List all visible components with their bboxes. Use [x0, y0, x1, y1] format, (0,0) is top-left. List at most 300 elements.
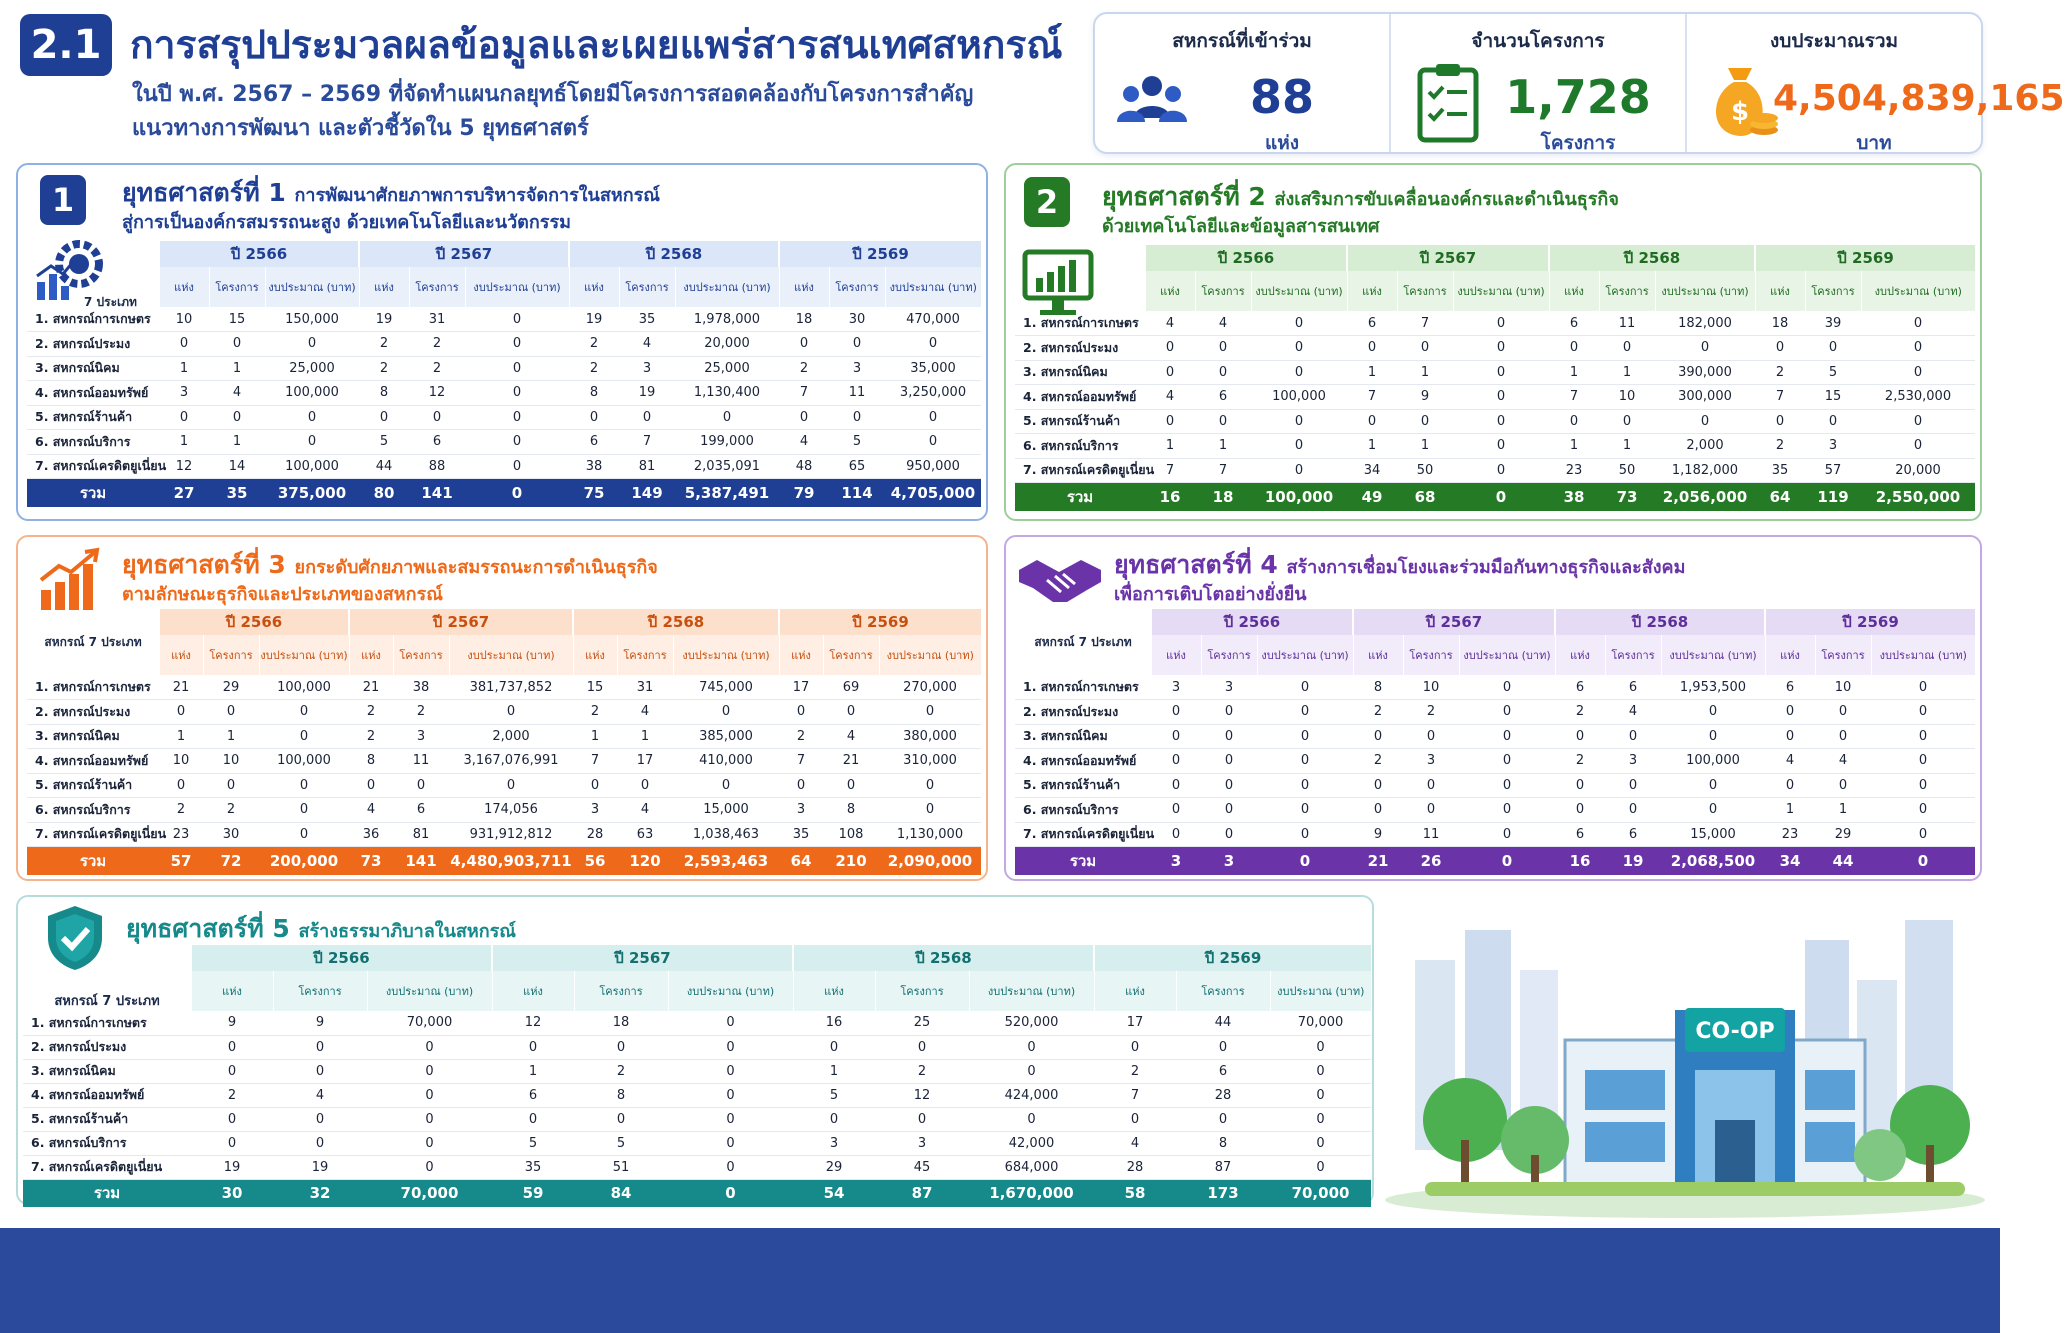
table-cell: 0 [465, 307, 569, 332]
table-cell: 0 [675, 405, 779, 430]
strategy-2-panel [1004, 163, 1982, 521]
table-cell: 3 [393, 724, 449, 749]
table-cell: 1 [1765, 798, 1815, 823]
table-cell: 0 [1151, 798, 1201, 823]
table-row [1015, 724, 1975, 749]
table-cell: 0 [1257, 798, 1353, 823]
table-cell: 0 [1599, 336, 1655, 361]
strategy-5-panel [16, 895, 1374, 1205]
strategy-title-rest: ยกระดับศักยภาพและสมรรถนะการดำเนินธุรกิจ [294, 557, 658, 578]
table-cell: 6 [1765, 675, 1815, 700]
table-cell: 3 [619, 356, 675, 381]
table-cell: 21 [823, 749, 879, 774]
table-cell: 10 [1815, 675, 1871, 700]
table-cell: 0 [367, 1059, 492, 1083]
table-cell: 0 [203, 700, 259, 725]
table-cell: 28 [1094, 1155, 1176, 1179]
col-projects: โครงการ [1599, 271, 1655, 311]
table-row [23, 1107, 1371, 1131]
table-cell: 19 [359, 307, 409, 332]
table-cell: 35 [1755, 458, 1805, 483]
table-cell: 15 [573, 675, 617, 700]
table-cell: 1 [573, 724, 617, 749]
table-cell: 1 [203, 724, 259, 749]
row-label: 4. สหกรณ์ออมทรัพย์ [23, 1083, 191, 1107]
table-cell: 0 [367, 1131, 492, 1155]
table-cell: 4 [1765, 749, 1815, 774]
summary-stats [1093, 12, 2065, 154]
table-cell: 0 [793, 1035, 875, 1059]
table-cell: 57 [1805, 458, 1861, 483]
col-projects: โครงการ [409, 267, 465, 307]
table-cell: 4 [1094, 1131, 1176, 1155]
table-cell: 1 [1145, 434, 1195, 459]
table-cell: 0 [1871, 700, 1975, 725]
table-cell: 950,000 [885, 454, 981, 479]
col-projects: โครงการ [574, 971, 668, 1011]
total-cell: 70,000 [1270, 1179, 1371, 1207]
total-row [27, 847, 981, 875]
table-cell: 0 [1861, 409, 1975, 434]
table-cell: 42,000 [969, 1131, 1094, 1155]
strategy-title [126, 909, 516, 949]
table-cell: 88 [409, 454, 465, 479]
strategy-number: 1 [40, 175, 86, 225]
table-cell: 50 [1599, 458, 1655, 483]
col-places: แห่ง [1347, 271, 1397, 311]
table-cell: 0 [265, 405, 359, 430]
table-cell: 0 [1257, 773, 1353, 798]
table-cell: 0 [465, 381, 569, 406]
table-cell: 15,000 [1661, 822, 1765, 847]
table-cell: 21 [349, 675, 393, 700]
table-cell: 1 [1599, 434, 1655, 459]
table-cell: 11 [393, 749, 449, 774]
table-cell: 0 [1459, 773, 1555, 798]
table-cell: 0 [668, 1107, 793, 1131]
stat-label: จำนวนโครงการ [1471, 30, 1605, 52]
col-budget: งบประมาณ (บาท) [885, 267, 981, 307]
table-cell: 0 [349, 773, 393, 798]
table-cell: 0 [1861, 360, 1975, 385]
table-cell: 0 [265, 332, 359, 357]
table-cell: 5 [492, 1131, 574, 1155]
total-cell: 149 [619, 479, 675, 507]
table-cell: 424,000 [969, 1083, 1094, 1107]
row-label: 2. สหกรณ์ประมง [1015, 336, 1145, 361]
table-cell: 48 [779, 454, 829, 479]
table-cell: 470,000 [885, 307, 981, 332]
table-cell: 10 [159, 749, 203, 774]
table-cell: 0 [367, 1083, 492, 1107]
table-cell: 7 [1347, 385, 1397, 410]
table-row [1015, 409, 1975, 434]
col-projects: โครงการ [1815, 635, 1871, 675]
table-cell: 0 [1453, 336, 1549, 361]
table-cell: 2 [1755, 434, 1805, 459]
table-cell: 10 [159, 307, 209, 332]
total-cell: 73 [349, 847, 393, 875]
col-projects: โครงการ [1195, 271, 1251, 311]
table-cell: 0 [1605, 798, 1661, 823]
table-cell: 1 [1195, 434, 1251, 459]
table-cell: 15 [209, 307, 265, 332]
col-budget: งบประมาณ (บาท) [1270, 971, 1371, 1011]
row-label: 6. สหกรณ์บริการ [27, 798, 159, 823]
table-cell: 0 [1459, 822, 1555, 847]
svg-text:$: $ [1730, 97, 1750, 127]
year-header: ปี 2567 [359, 241, 569, 267]
table-cell: 69 [823, 675, 879, 700]
row-label: 6. สหกรณ์บริการ [1015, 798, 1151, 823]
total-cell: 54 [793, 1179, 875, 1207]
table-cell: 0 [1661, 700, 1765, 725]
table-cell: 11 [1599, 311, 1655, 336]
table-cell: 15,000 [673, 798, 779, 823]
table-cell: 0 [1176, 1107, 1270, 1131]
table-cell: 100,000 [1661, 749, 1765, 774]
total-cell: 59 [492, 1179, 574, 1207]
table-cell: 0 [1549, 336, 1599, 361]
table-cell: 2 [1094, 1059, 1176, 1083]
section-badge: 2.1 [20, 14, 112, 76]
year-header: ปี 2569 [1094, 945, 1371, 971]
table-cell: 0 [1151, 822, 1201, 847]
table-cell: 2 [191, 1083, 273, 1107]
table-cell: 0 [1871, 749, 1975, 774]
table-cell: 0 [779, 405, 829, 430]
table-cell: 81 [393, 822, 449, 847]
col-places: แห่ง [573, 635, 617, 675]
table-cell: 0 [1661, 773, 1765, 798]
table-cell: 2 [349, 700, 393, 725]
table-row [1015, 773, 1975, 798]
table-cell: 0 [1353, 724, 1403, 749]
year-header: ปี 2569 [1755, 245, 1975, 271]
table-cell: 38 [569, 454, 619, 479]
table-cell: 2 [569, 332, 619, 357]
category-label: สหกรณ์ 7 ประเภท [27, 609, 159, 675]
table-cell: 0 [1257, 700, 1353, 725]
total-cell: 27 [159, 479, 209, 507]
table-cell: 15 [1805, 385, 1861, 410]
table-row [27, 798, 981, 823]
col-places: แห่ง [359, 267, 409, 307]
table-cell: 1 [793, 1059, 875, 1083]
row-label: 5. สหกรณ์ร้านค้า [1015, 773, 1151, 798]
table-row [27, 749, 981, 774]
table-cell: 29 [793, 1155, 875, 1179]
table-cell: 0 [1655, 336, 1755, 361]
table-cell: 7 [619, 430, 675, 455]
table-cell: 50 [1397, 458, 1453, 483]
table-cell: 0 [1815, 773, 1871, 798]
table-cell: 0 [1453, 409, 1549, 434]
coop-sign: CO-OP [1695, 1019, 1775, 1044]
table-cell: 7 [1195, 458, 1251, 483]
table-cell: 270,000 [879, 675, 981, 700]
total-cell: 2,593,463 [673, 847, 779, 875]
table-cell: 0 [823, 700, 879, 725]
table-cell: 11 [829, 381, 885, 406]
table-cell: 3 [875, 1131, 969, 1155]
strategy-title-line2: ด้วยเทคโนโลยีและข้อมูลสารสนเทศ [1102, 216, 1380, 237]
table-row [1015, 700, 1975, 725]
col-places: แห่ง [779, 267, 829, 307]
table-cell: 1 [159, 356, 209, 381]
strategy-title-rest: สร้างการเชื่อมโยงและร่วมมือกันทางธุรกิจและสังคม [1286, 557, 1686, 578]
total-cell: 16 [1145, 483, 1195, 511]
table-cell: 0 [191, 1059, 273, 1083]
total-cell: 64 [779, 847, 823, 875]
table-cell: 0 [673, 700, 779, 725]
year-header: ปี 2567 [1353, 609, 1555, 635]
table-cell: 6 [1176, 1059, 1270, 1083]
table-cell: 310,000 [879, 749, 981, 774]
col-places: แห่ง [793, 971, 875, 1011]
col-places: แห่ง [1094, 971, 1176, 1011]
table-cell: 745,000 [673, 675, 779, 700]
table-cell: 150,000 [265, 307, 359, 332]
year-header: ปี 2569 [1765, 609, 1975, 635]
col-places: แห่ง [349, 635, 393, 675]
row-label: 2. สหกรณ์ประมง [27, 700, 159, 725]
table-cell: 3 [829, 356, 885, 381]
table-cell: 0 [1257, 675, 1353, 700]
col-places: แห่ง [1145, 271, 1195, 311]
row-label: 2. สหกรณ์ประมง [27, 332, 159, 357]
table-cell: 23 [159, 822, 203, 847]
table-cell: 3 [1201, 675, 1257, 700]
table-cell: 31 [409, 307, 465, 332]
table-cell: 0 [779, 332, 829, 357]
table-cell: 0 [875, 1035, 969, 1059]
col-places: แห่ง [779, 635, 823, 675]
row-label: 3. สหกรณ์นิคม [1015, 360, 1145, 385]
table-row [23, 1083, 1371, 1107]
col-projects: โครงการ [1403, 635, 1459, 675]
total-cell: 0 [1459, 847, 1555, 875]
col-budget: งบประมาณ (บาท) [1861, 271, 1975, 311]
total-cell: 64 [1755, 483, 1805, 511]
stat-unit: แห่ง [1264, 132, 1300, 154]
col-places: แห่ง [569, 267, 619, 307]
table-cell: 0 [209, 332, 265, 357]
row-label: 7. สหกรณ์เครดิตยูเนี่ยน [27, 454, 159, 479]
table-cell: 0 [1151, 700, 1201, 725]
table-cell: 0 [1151, 724, 1201, 749]
strategy-title-rest: สร้างธรรมาภิบาลในสหกรณ์ [298, 921, 517, 942]
year-header: ปี 2567 [1347, 245, 1549, 271]
table-cell: 36 [349, 822, 393, 847]
table-cell: 9 [191, 1011, 273, 1035]
table-body [1015, 675, 1975, 875]
table-cell: 381,737,852 [449, 675, 573, 700]
table-cell: 0 [668, 1155, 793, 1179]
col-projects: โครงการ [1397, 271, 1453, 311]
table-cell: 7 [1397, 311, 1453, 336]
table-cell: 0 [885, 332, 981, 357]
table-cell: 12 [492, 1011, 574, 1035]
table-cell: 0 [259, 724, 349, 749]
table-cell: 4 [617, 798, 673, 823]
total-cell: 0 [668, 1179, 793, 1207]
table-cell: 0 [1549, 409, 1599, 434]
table-cell: 1,130,000 [879, 822, 981, 847]
strategy-title-rest: การพัฒนาศักยภาพการบริหารจัดการในสหกรณ์ [294, 185, 660, 206]
stat-budget [1687, 14, 2065, 154]
total-label: รวม [27, 847, 159, 875]
table-cell: 0 [1555, 724, 1605, 749]
col-places: แห่ง [191, 971, 273, 1011]
row-label: 1. สหกรณ์การเกษตร [23, 1011, 191, 1035]
table-cell: 4 [1605, 700, 1661, 725]
table-cell: 0 [1270, 1131, 1371, 1155]
table-cell: 0 [1459, 749, 1555, 774]
table-cell: 12 [409, 381, 465, 406]
strategy-title-main: ยุทธศาสตร์ที่ 5 [126, 914, 290, 943]
col-budget: งบประมาณ (บาท) [668, 971, 793, 1011]
table-row [27, 356, 981, 381]
table-cell: 0 [1599, 409, 1655, 434]
table-cell: 0 [1094, 1035, 1176, 1059]
table-cell: 7 [1755, 385, 1805, 410]
table-cell: 6 [492, 1083, 574, 1107]
strategy-title-line2: เพื่อการเติบโตอย่างยั่งยืน [1114, 584, 1307, 605]
strategy-title-rest: ส่งเสริมการขับเคลื่อนองค์กรและดำเนินธุรกิจ [1274, 189, 1619, 210]
table-cell: 3,167,076,991 [449, 749, 573, 774]
table-cell: 44 [1176, 1011, 1270, 1035]
table-cell: 380,000 [879, 724, 981, 749]
year-header: ปี 2566 [191, 945, 492, 971]
total-cell: 35 [209, 479, 265, 507]
table-cell: 0 [1861, 434, 1975, 459]
total-cell: 84 [574, 1179, 668, 1207]
table-cell: 0 [465, 430, 569, 455]
table-cell: 0 [1094, 1107, 1176, 1131]
table-cell: 0 [1251, 434, 1347, 459]
total-cell: 87 [875, 1179, 969, 1207]
total-cell: 2,090,000 [879, 847, 981, 875]
table-cell: 0 [1871, 822, 1975, 847]
table-cell: 0 [1453, 458, 1549, 483]
table-cell: 0 [969, 1059, 1094, 1083]
table-cell: 3 [573, 798, 617, 823]
col-projects: โครงการ [875, 971, 969, 1011]
table-cell: 2 [359, 332, 409, 357]
table-cell: 45 [875, 1155, 969, 1179]
col-budget: งบประมาณ (บาท) [1459, 635, 1555, 675]
table-cell: 0 [409, 405, 465, 430]
total-cell: 114 [829, 479, 885, 507]
table-cell: 6 [1555, 822, 1605, 847]
table-cell: 1 [209, 430, 265, 455]
table-cell: 0 [465, 454, 569, 479]
total-label: รวม [1015, 847, 1151, 875]
table-row [27, 381, 981, 406]
table-cell: 0 [879, 798, 981, 823]
table-cell: 6 [1195, 385, 1251, 410]
table-cell: 14 [209, 454, 265, 479]
col-budget: งบประมาณ (บาท) [465, 267, 569, 307]
table-cell: 20,000 [1861, 458, 1975, 483]
table-cell: 2 [875, 1059, 969, 1083]
page-subtitle [132, 78, 1072, 146]
table-cell: 10 [1599, 385, 1655, 410]
col-places: แห่ง [1555, 635, 1605, 675]
table-cell: 35 [779, 822, 823, 847]
table-cell: 1,182,000 [1655, 458, 1755, 483]
table-cell: 2,530,000 [1861, 385, 1975, 410]
table-cell: 18 [1755, 311, 1805, 336]
table-cell: 2 [779, 724, 823, 749]
table-cell: 0 [969, 1035, 1094, 1059]
table-cell: 63 [617, 822, 673, 847]
table-cell: 0 [159, 700, 203, 725]
table-cell: 0 [1403, 798, 1459, 823]
strategy-4-panel [1004, 535, 1982, 881]
table-cell: 0 [1201, 798, 1257, 823]
total-label: รวม [27, 479, 159, 507]
table-row [1015, 385, 1975, 410]
table-cell: 0 [1805, 409, 1861, 434]
table-cell: 520,000 [969, 1011, 1094, 1035]
row-label: 7. สหกรณ์เครดิตยูเนี่ยน [1015, 458, 1145, 483]
table-cell: 0 [1201, 773, 1257, 798]
blank-header [27, 241, 159, 267]
table-cell: 29 [203, 675, 259, 700]
table-cell: 0 [1861, 336, 1975, 361]
table-row [27, 307, 981, 332]
table-cell: 0 [1347, 409, 1397, 434]
table-cell: 0 [668, 1059, 793, 1083]
table-cell: 0 [668, 1035, 793, 1059]
table-cell: 12 [875, 1083, 969, 1107]
table-cell: 0 [1655, 409, 1755, 434]
total-cell: 19 [1605, 847, 1661, 875]
table-cell: 0 [829, 332, 885, 357]
strategy-3-panel [16, 535, 988, 881]
table-cell: 7 [573, 749, 617, 774]
table-cell: 0 [191, 1131, 273, 1155]
table-cell: 1 [159, 724, 203, 749]
table-cell: 8 [1353, 675, 1403, 700]
table-cell: 8 [574, 1083, 668, 1107]
table-cell: 0 [885, 405, 981, 430]
table-cell: 0 [1201, 822, 1257, 847]
table-cell: 0 [1453, 434, 1549, 459]
table-cell: 30 [203, 822, 259, 847]
total-row [1015, 483, 1975, 511]
table-cell: 4 [1145, 311, 1195, 336]
table-cell: 3 [779, 798, 823, 823]
table-cell: 0 [1815, 724, 1871, 749]
stat-label: สหกรณ์ที่เข้าร่วม [1172, 30, 1312, 52]
row-label: 5. สหกรณ์ร้านค้า [1015, 409, 1145, 434]
col-places: แห่ง [1755, 271, 1805, 311]
table-cell: 0 [1270, 1059, 1371, 1083]
table-cell: 0 [879, 773, 981, 798]
table-row [23, 1155, 1371, 1179]
table-cell: 0 [1251, 409, 1347, 434]
total-label: รวม [1015, 483, 1145, 511]
table-cell: 2 [1755, 360, 1805, 385]
table-cell: 0 [1145, 409, 1195, 434]
col-projects: โครงการ [1201, 635, 1257, 675]
table-cell: 2 [203, 798, 259, 823]
col-projects: โครงการ [209, 267, 265, 307]
table-cell: 0 [1347, 336, 1397, 361]
